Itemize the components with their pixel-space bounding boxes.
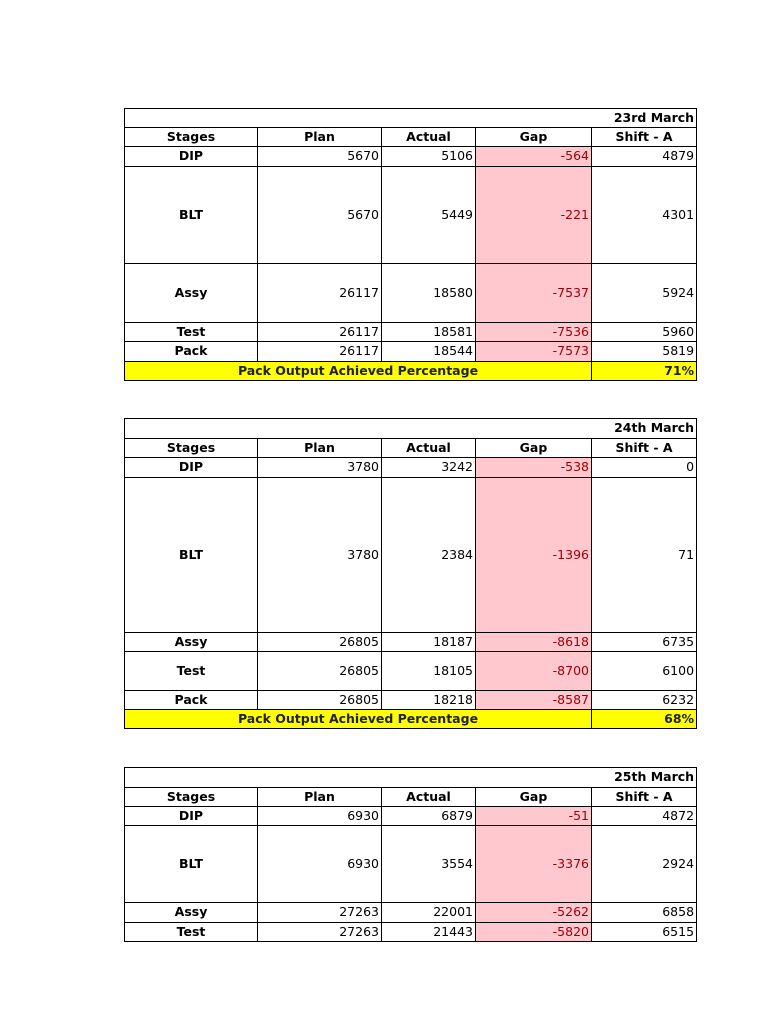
stage-cell: Test [125,323,258,342]
stage-cell: BLT [125,167,258,264]
header-row [125,439,697,458]
actual-cell: 3242 [382,458,476,478]
shift-a-cell: 4879 [592,147,697,167]
plan-cell: 3780 [258,478,382,633]
table-row [125,652,697,691]
gap-cell: -51 [476,807,592,826]
gap-cell: -3376 [476,826,592,903]
plan-cell: 27263 [258,923,382,942]
actual-cell: 18187 [382,633,476,652]
shift-a-cell: 6735 [592,633,697,652]
actual-cell: 18544 [382,342,476,362]
actual-cell: 22001 [382,903,476,923]
actual-cell: 18105 [382,652,476,691]
summary-percentage: 71% [592,362,697,381]
header-plan: Plan [258,439,382,458]
header-actual: Actual [382,439,476,458]
actual-cell: 18218 [382,691,476,710]
gap-cell: -8700 [476,652,592,691]
gap-cell: -7537 [476,264,592,323]
plan-cell: 5670 [258,147,382,167]
table-row [125,147,697,167]
stage-cell: DIP [125,807,258,826]
plan-cell: 26117 [258,264,382,323]
summary-label: Pack Output Achieved Percentage [125,710,592,729]
stage-cell: Test [125,923,258,942]
stage-cell: Assy [125,264,258,323]
report-table-24th-march [124,418,697,729]
shift-a-cell: 4301 [592,167,697,264]
actual-cell: 3554 [382,826,476,903]
date-row [125,109,697,128]
stage-cell: Assy [125,903,258,923]
shift-a-cell: 6858 [592,903,697,923]
header-gap: Gap [476,788,592,807]
plan-cell: 6930 [258,807,382,826]
gap-cell: -538 [476,458,592,478]
report-table-25th-march [124,767,697,942]
stage-cell: Pack [125,691,258,710]
header-shift-a: Shift - A [592,439,697,458]
plan-cell: 6930 [258,826,382,903]
header-stages: Stages [125,439,258,458]
gap-cell: -5262 [476,903,592,923]
shift-a-cell: 5960 [592,323,697,342]
table-row [125,342,697,362]
actual-cell: 5449 [382,167,476,264]
table-row [125,478,697,633]
gap-cell: -8587 [476,691,592,710]
plan-cell: 26805 [258,633,382,652]
summary-row [125,362,697,381]
plan-cell: 26117 [258,342,382,362]
table-row [125,264,697,323]
table-row [125,691,697,710]
shift-a-cell: 5924 [592,264,697,323]
report-table-23rd-march [124,108,697,381]
table-row [125,807,697,826]
shift-a-cell: 2924 [592,826,697,903]
gap-cell: -7573 [476,342,592,362]
stage-cell: Test [125,652,258,691]
stage-cell: BLT [125,826,258,903]
summary-percentage: 68% [592,710,697,729]
shift-a-cell: 6100 [592,652,697,691]
table-row [125,323,697,342]
summary-row [125,710,697,729]
header-gap: Gap [476,128,592,147]
report-date: 23rd March [125,109,697,128]
header-plan: Plan [258,788,382,807]
header-shift-a: Shift - A [592,788,697,807]
plan-cell: 3780 [258,458,382,478]
plan-cell: 26117 [258,323,382,342]
shift-a-cell: 4872 [592,807,697,826]
header-gap: Gap [476,439,592,458]
shift-a-cell: 71 [592,478,697,633]
header-actual: Actual [382,128,476,147]
header-row [125,788,697,807]
plan-cell: 26805 [258,691,382,710]
header-actual: Actual [382,788,476,807]
stage-cell: DIP [125,458,258,478]
table-row [125,167,697,264]
stage-cell: DIP [125,147,258,167]
gap-cell: -221 [476,167,592,264]
header-row [125,128,697,147]
table-row [125,923,697,942]
report-date: 24th March [125,419,697,439]
gap-cell: -7536 [476,323,592,342]
date-row [125,768,697,788]
stage-cell: Assy [125,633,258,652]
gap-cell: -1396 [476,478,592,633]
shift-a-cell: 0 [592,458,697,478]
date-row [125,419,697,439]
report-date: 25th March [125,768,697,788]
gap-cell: -8618 [476,633,592,652]
actual-cell: 6879 [382,807,476,826]
table-row [125,903,697,923]
header-shift-a: Shift - A [592,128,697,147]
actual-cell: 18581 [382,323,476,342]
plan-cell: 26805 [258,652,382,691]
shift-a-cell: 6232 [592,691,697,710]
header-stages: Stages [125,788,258,807]
gap-cell: -5820 [476,923,592,942]
table-row [125,826,697,903]
plan-cell: 5670 [258,167,382,264]
actual-cell: 2384 [382,478,476,633]
actual-cell: 18580 [382,264,476,323]
actual-cell: 21443 [382,923,476,942]
stage-cell: Pack [125,342,258,362]
header-stages: Stages [125,128,258,147]
header-plan: Plan [258,128,382,147]
table-row [125,458,697,478]
plan-cell: 27263 [258,903,382,923]
table-row [125,633,697,652]
shift-a-cell: 6515 [592,923,697,942]
gap-cell: -564 [476,147,592,167]
summary-label: Pack Output Achieved Percentage [125,362,592,381]
actual-cell: 5106 [382,147,476,167]
stage-cell: BLT [125,478,258,633]
shift-a-cell: 5819 [592,342,697,362]
